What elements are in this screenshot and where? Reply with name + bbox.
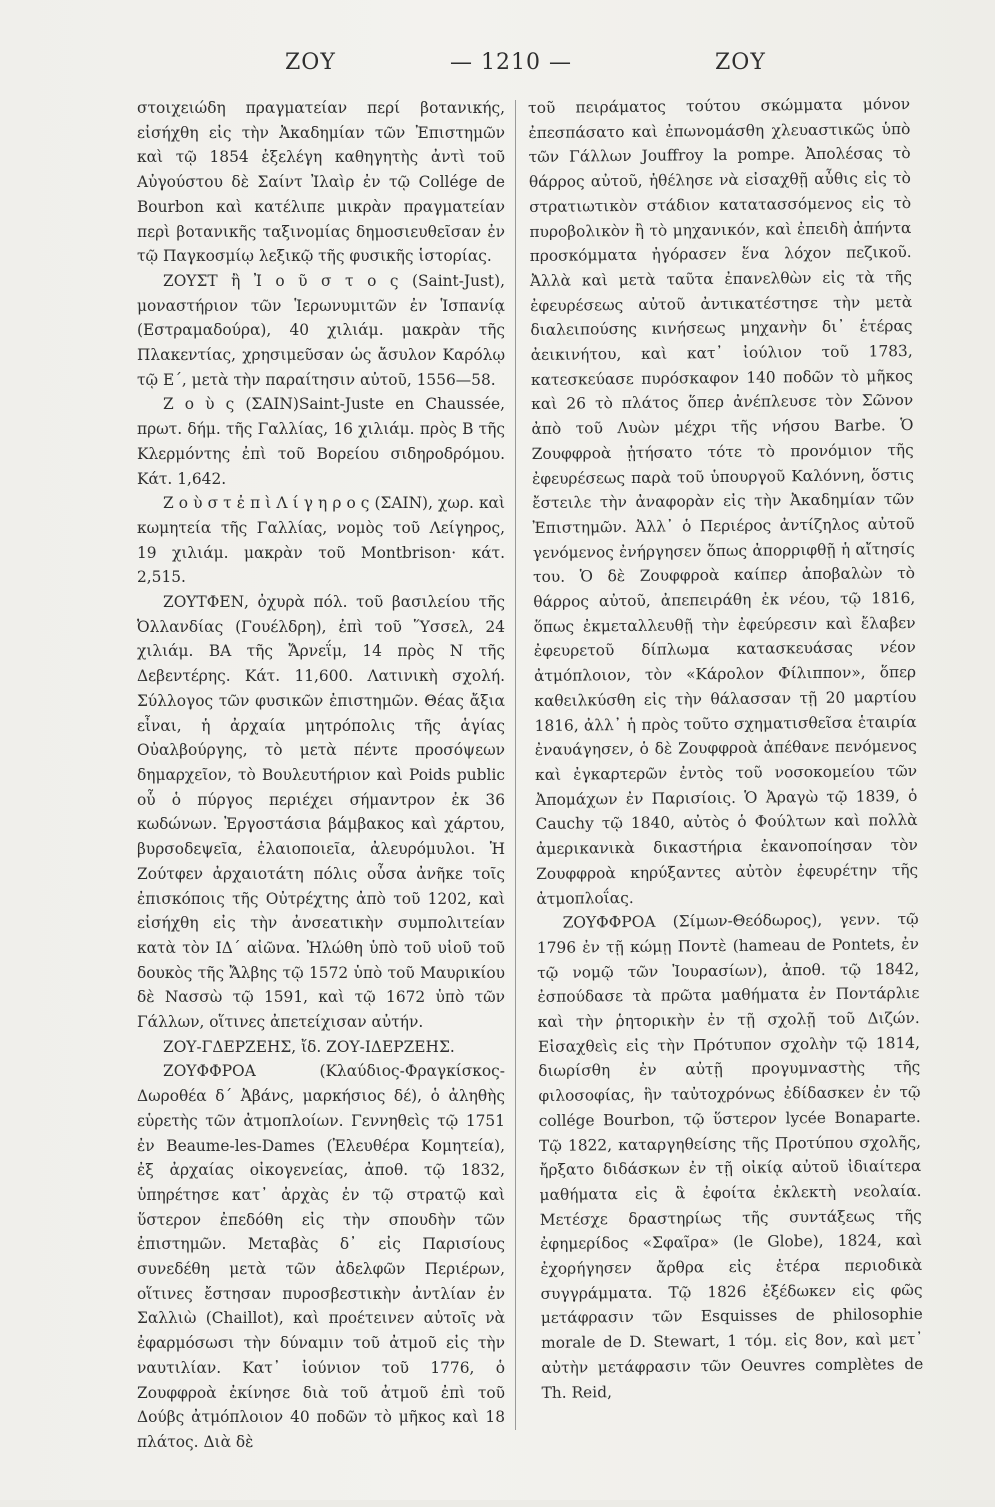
entry-zou-gderzees: ΖΟΥ-ΓΔΕΡΖΕΗΣ, ἴδ. ΖΟΥ-ΙΔΕΡΖΕΗΣ. xyxy=(163,1037,455,1056)
entry-zouffroa-simon: ΖΟΥΦΦΡΟΑ (Σίμων-Θεόδωρος), γενν. τῷ 1796 ἐν τῇ κώμῃ Ποντὲ (hameau de Pontets, ἐν τῷ νομῷ τῶν Ἰουρασίων), ἀποθ. τῷ 1842, ἐσπούδασε τὰ πρῶτα μαθήματα ἐν Ποντάρλιε καὶ τὴν ῥητορικὴν ἐν τῇ σχολῇ τοῦ Διζών. Εἰσαχθεὶς εἰς τὴν Πρότυπον σχολὴν τῷ 1814, διωρίσθη ἐν αὐτῇ προγυμναστὴς τῆς φιλοσοφίας, ἣν ταὐτοχρόνως ἐδίδασκεν ἐν τῷ collége Bourbon, τῷ ὕστερον lycée Bonaparte. Τῷ 1822, καταργηθείσης τῆς Προτύπου σχολῆς, ἤρξατο διδάσκων ἐν τῇ οἰκίᾳ αὐτοῦ ἰδιαίτερα μαθήματα εἰς ἃ ἐφοίτα ἐκλεκτὴ νεολαία. Μετέσχε δραστηρίως τῆς συντάξεως τῆς ἐφημερίδος «Σφαῖρα» (le Globe), 1824, καὶ ἐχορήγησεν ἄρθρα εἰς ἑτέρα περιοδικὰ συγγράμματα. Τῷ 1826 ἐξέδωκεν εἰς φῶς μετάφρασιν τῶν Esquisses de philosophie morale de D. Stewart, 1 τόμ. εἰς 8ον, καὶ μετ᾿ αὐτὴν μετάφρασιν τῶν Oeuvres complètes de Th. Reid, xyxy=(536,910,924,1402)
entry-zouffroa-claude: ΖΟΥΦΦΡΟΑ (Κλαύδιος-Φραγκίσκος-Δωροθέα δ΄ Ἀβάνς, μαρκήσιος δέ), ὁ ἀληθὴς εὑρετὴς τῶν ἀτμοπλοίων. Γεννηθεὶς τῷ 1751 ἐν Beaume-les-Dames (Ἐλευθέρα Κομητεία), ἐξ ἀρχαίας οἰκογενείας, ἀποθ. τῷ 1832, ὑπηρέτησε κατ᾿ ἀρχὰς ἐν τῷ στρατῷ καὶ ὕστερον ἐπεδόθη εἰς τὴν σπουδὴν τῶν ἐπιστημῶν. Μεταβὰς δ᾿ εἰς Παρισίους συνεδέθη μετὰ τῶν ἀδελφῶν Περιέρων, οἵτινες ἔστησαν πυροσβεστικὴν ἀντλίαν ἐν Σαλλιὼ (Chaillot), καὶ προέτεινεν αὐτοῖς νὰ ἐφαρμόσωσι τὴν δύναμιν τοῦ ἀτμοῦ εἰς τὴν ναυτιλίαν. Κατ᾿ ἰούνιον τοῦ 1776, ὁ Ζουφφροὰ ἐκίνησε διὰ τοῦ ἀτμοῦ ἐπὶ τοῦ Δούβς ἀτμόπλοιον 40 ποδῶν τὸ μῆκος καὶ 18 πλάτος. Διὰ δὲ xyxy=(137,1062,505,1451)
entry-zoust-epi-ligiros: Ζ ο ὺ σ τ ἐ π ὶ Λ ί γ η ρ ο ς (ΣΑΙΝ), χωρ. καὶ κωμητεία τῆς Γαλλίας, νομὸς τοῦ Λείγηρος, 19 χιλιάμ. μακρὰν τοῦ Montbrison· κάτ. 2,515. xyxy=(137,494,505,587)
header-left-keyword: ΖΟΥ xyxy=(285,50,336,75)
page-header xyxy=(140,50,860,90)
page-number: — 1210 — xyxy=(450,50,572,75)
right-column xyxy=(528,92,924,1405)
entry-zous-saint-juste: Ζ ο ὺ ς (ΣΑΙΝ)Saint-Juste en Chaussée, πρωτ. δήμ. τῆς Γαλλίας, 16 χιλιάμ. πρὸς Β τῆς Κλερμόντης ἐπὶ τοῦ Βορείου σιδηροδρόμου. Κάτ. 1,642. xyxy=(137,395,505,488)
entry-zoust: ΖΟΥΣΤ ἢ Ἰ ο ῦ σ τ ο ς (Saint-Just), μοναστήριον τῶν Ἱερωνυμιτῶν ἐν Ἱσπανίᾳ (Εστραμαδούρα), 40 χιλιάμ. μακρὰν τῆς Πλακεντίας, χρησιμεῦσαν ὡς ἄσυλον Καρόλῳ τῷ Ε΄, μετὰ τὴν παραίτησιν αὐτοῦ, 1556—58. xyxy=(137,271,505,389)
entry-zoutfen: ΖΟΥΤΦΕΝ, ὀχυρὰ πόλ. τοῦ βασιλείου τῆς Ὀλλανδίας (Γουέλδρη), ἐπὶ τοῦ Ὕσσελ, 24 χιλιάμ. ΒΑ τῆς Ἄρνεΐμ, 14 πρὸς Ν τῆς Δεβεντέρης. Κάτ. 11,600. Λατινικὴ σχολή. Σύλλογος τῶν φυσικῶν ἐπιστημῶν. Θέας ἄξια εἶναι, ἡ ἀρχαία μητρόπολις τῆς ἁγίας Οὐαλβούργης, τὸ μετὰ πέντε προσόψεων δημαρχεῖον, τὸ Βουλευτήριον καὶ Poids public οὗ ὁ πύργος περιέχει σήμαντρον ἐκ 36 κωδώνων. Ἐργοστάσια βάμβακος καὶ χάρτου, βυρσοδεψεῖα, ἐλαιοποιεῖα, ἀλευρόμυλοι. Ἡ Ζούτφεν ἀρχαιοτάτη πόλις οὖσα ἀνῆκε τοῖς ἐπισκόποις τῆς Οὐτρέχτης ἀπὸ τοῦ 1202, καὶ εἰσήχθη εἰς τὴν ἀνσεατικὴν συμπολιτείαν κατὰ τὸν ΙΔ΄ αἰῶνα. Ἡλώθη ὑπὸ τοῦ υἱοῦ τοῦ δουκὸς τῆς Ἄλβης τῷ 1572 ὑπὸ τοῦ Μαυρικίου δὲ Νασσὼ τῷ 1591, καὶ τῷ 1672 ὑπὸ τῶν Γάλλων, οἵτινες ἀπετείχισαν αὐτήν. xyxy=(137,593,505,1032)
entry-zouffroa-claude-continued: τοῦ πειράματος τούτου σκώμματα μόνον ἐπεσπάσατο καὶ ἐπωνομάσθη χλευαστικῶς ὑπὸ τῶν Γάλλων Jouffroy la pompe. Ἀπολέσας τὸ θάρρος αὐτοῦ, ἠθέλησε νὰ εἰσαχθῇ αὖθις εἰς τὸ στρατιωτικὸν στάδιον κατατασσόμενος εἰς τὸ πυροβολικὸν ἢ τὸ μηχανικόν, καὶ ἐπειδὴ ἀπήντα προσκόμματα ἠγόρασεν ἕνα λόχον πεζικοῦ. Ἀλλὰ καὶ μετὰ ταῦτα ἐπανελθὼν εἰς τὰ τῆς ἐφευρέσεως αὐτοῦ ἀντικατέστησε τὴν μετὰ διαλειπούσης κινήσεως μηχανὴν δι᾿ ἑτέρας ἀεικινήτου, καὶ κατ᾿ ἰούλιον τοῦ 1783, κατεσκεύασε πυρόσκαφον 140 ποδῶν τὸ μῆκος καὶ 26 τὸ πλάτος ὅπερ ἀνέπλευσε τὸν Σῶνον ἀπὸ τοῦ Λυὼν μέχρι τῆς νήσου Barbe. Ὁ Ζουφφροὰ ᾐτήσατο τότε τὸ προνόμιον τῆς ἐφευρέσεως παρὰ τοῦ ὑπουργοῦ Καλόννη, ὅστις ἔστειλε τὴν ἀναφορὰν εἰς τὴν Ἀκαδημίαν τῶν Ἐπιστημῶν. Ἀλλ᾿ ὁ Περιέρος ἀντίζηλος αὐτοῦ γενόμενος ἐνήργησεν ὅπως ἀπορριφθῇ ἡ αἴτησίς του. Ὁ δὲ Ζουφφροὰ καίπερ ἀποβαλὼν τὸ θάρρος αὐτοῦ, ἀπεπειράθη ἐκ νέου, τῷ 1816, ὅπως ἐκμεταλλευθῇ τὴν ἐφεύρεσιν καὶ ἔλαβεν ἐφευρετοῦ δίπλωμα κατασκευάσας νέον ἀτμόπλοιον, τὸν «Κάρολον Φίλιππον», ὅπερ καθειλκύσθη εἰς τὴν θάλασσαν τῇ 20 μαρτίου 1816, ἀλλ᾿ ἡ πρὸς τοῦτο σχηματισθεῖσα ἑταιρία ἐναυάγησεν, ὁ δὲ Ζουφφροὰ ἀπέθανε πενόμενος καὶ ἐγκαρτερῶν ἐντὸς τοῦ νοσοκομείου τῶν Ἀπομάχων ἐν Παρισίοις. Ὁ Ἀραγὼ τῷ 1839, ὁ Cauchy τῷ 1840, αὐτὸς ὁ Φούλτων καὶ πολλὰ ἀμερικανικὰ δικαστήρια ἐκανοποίησαν τὸν Ζουφφροὰ κηρύξαντες αὐτὸν ἐφευρέτην τῆς ἀτμοπλοΐας. xyxy=(528,94,919,908)
entry-continuation: στοιχειώδη πραγματείαν περί βοτανικής, εἰσήχθη εἰς τὴν Ἀκαδημίαν τῶν Ἐπιστημῶν καὶ τῷ 1854 ἐξελέγη καθηγητὴς ἀντὶ τοῦ Αὐγούστου δὲ Σαίντ Ἰλαὶρ ἐν τῷ Collége de Bourbon καὶ κατέλιπε μικρὰν πραγματείαν περὶ βοτανικῆς ταξινομίας δημοσιευθεῖσαν ἐν τῷ Παγκοσμίῳ λεξικῷ τῆς φυσικῆς ἱστορίας. xyxy=(137,99,505,266)
column-divider xyxy=(515,100,516,1430)
left-column xyxy=(137,96,505,1455)
header-right-keyword: ΖΟΥ xyxy=(715,50,766,75)
